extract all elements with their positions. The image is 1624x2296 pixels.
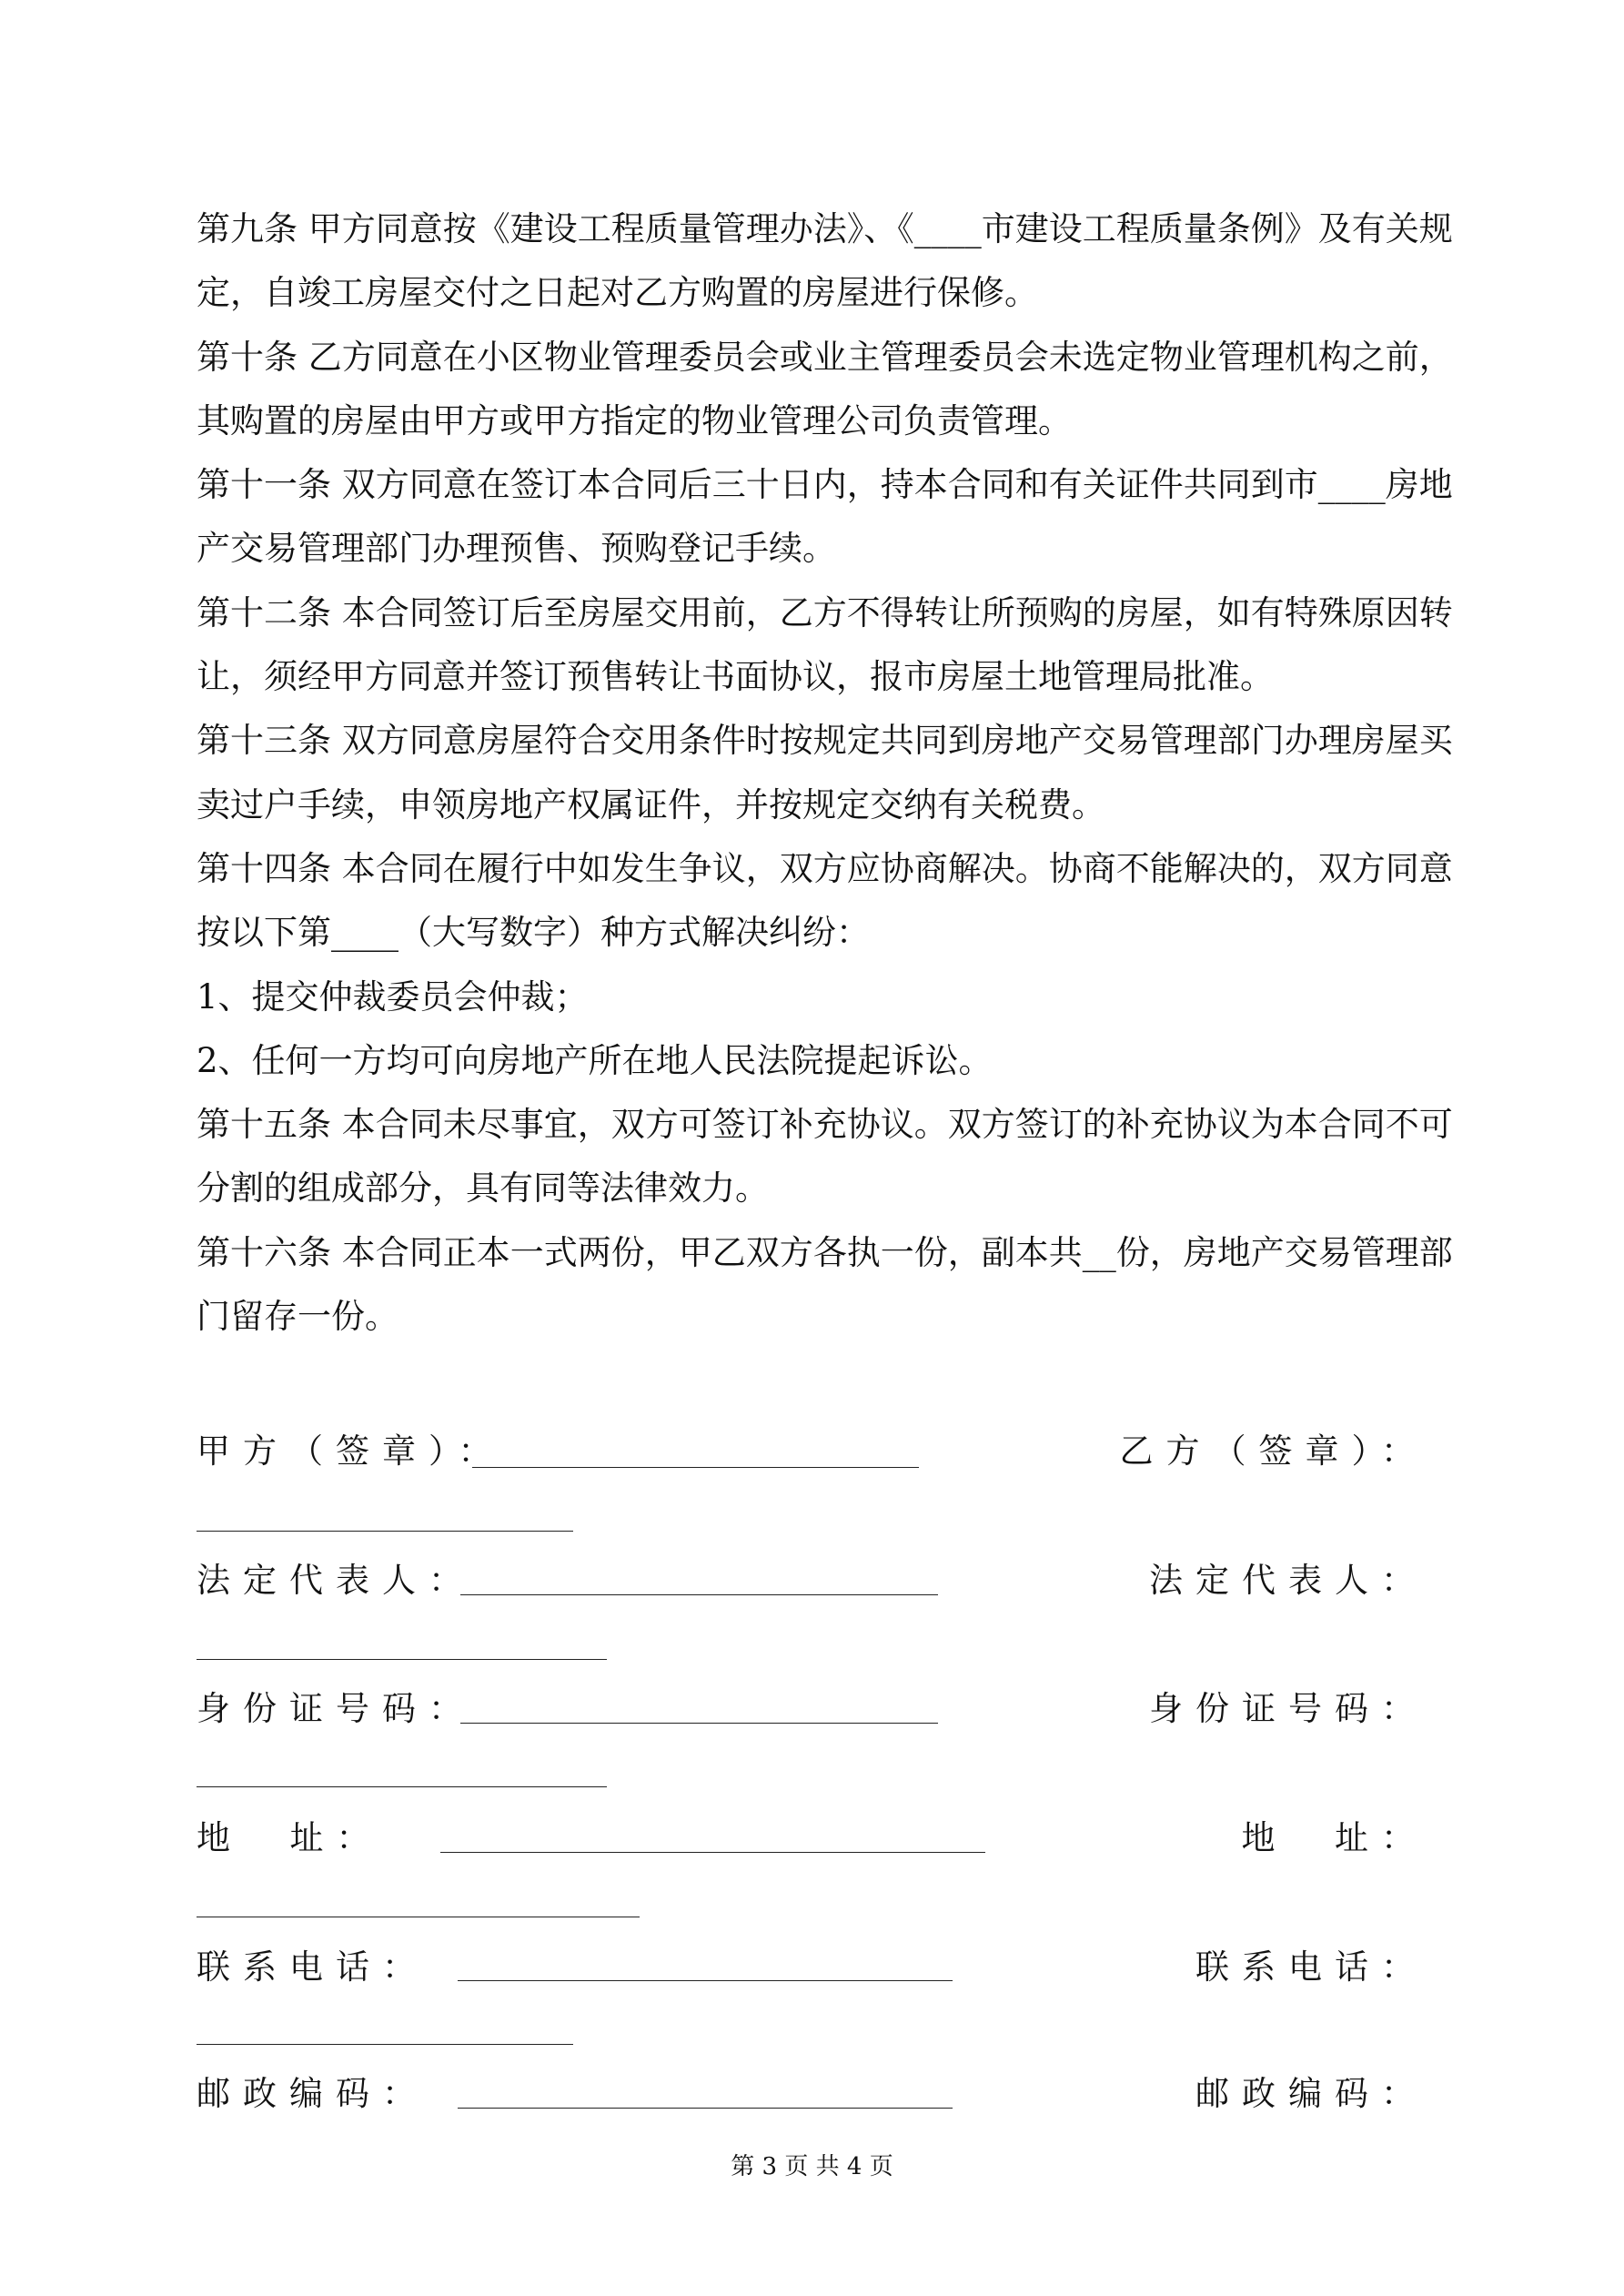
id-a-label: 身份证号码： xyxy=(197,1689,475,1728)
clause-line: 第十条 乙方同意在小区物业管理委员会或业主管理委员会未选定物业管理机构之前， xyxy=(197,337,1453,377)
clause-line: 卖过户手续，申领房地产权属证件，并按规定交纳有关税费。 xyxy=(197,784,1105,824)
clause-line: 第九条 甲方同意按《建设工程质量管理办法》、《____市建设工程质量条例》及有关规 xyxy=(197,209,1453,248)
phone-a-label: 联系电话： xyxy=(197,1947,429,1987)
id-a-line[interactable] xyxy=(460,1723,938,1724)
clause-line: 分割的组成部分，具有同等法律效力。 xyxy=(197,1168,769,1209)
clause-paragraph xyxy=(197,719,1453,847)
address-b-label: 地 址： xyxy=(1241,1818,1427,1857)
clause-paragraph xyxy=(197,1231,1453,1360)
postcode-a-line[interactable] xyxy=(458,2108,953,2109)
party-a-seal-label: 甲方（签章）： xyxy=(197,1431,505,1471)
clause-line: 第十四条 本合同在履行中如发生争议，双方应协商解决。协商不能解决的，双方同意 xyxy=(197,848,1453,888)
clause-paragraph xyxy=(197,336,1453,464)
phone-b-line[interactable] xyxy=(197,2044,573,2045)
legal-rep-a-line[interactable] xyxy=(460,1594,938,1595)
id-b-label: 身份证号码： xyxy=(1149,1689,1427,1728)
address-a-line[interactable] xyxy=(440,1852,985,1853)
clause-line: 定，自竣工房屋交付之日起对乙方购置的房屋进行保修。 xyxy=(197,273,1038,313)
clause-paragraph xyxy=(197,592,1453,720)
clause-line: 产交易管理部门办理预售、预购登记手续。 xyxy=(197,529,836,569)
clause-paragraph xyxy=(197,976,1439,1039)
legal-rep-b-line[interactable] xyxy=(197,1659,607,1660)
clause-line: 第十一条 双方同意在签订本合同后三十日内，持本合同和有关证件共同到市____房地 xyxy=(197,465,1453,505)
party-b-seal-line[interactable] xyxy=(197,1531,573,1532)
postcode-b-label: 邮政编码： xyxy=(1195,2074,1427,2113)
clause-line: 第十三条 双方同意房屋符合交用条件时按规定共同到房地产交易管理部门办理房屋买 xyxy=(197,721,1453,761)
phone-b-label: 联系电话： xyxy=(1195,1947,1427,1987)
address-a-label: 地 址： xyxy=(197,1818,383,1857)
postcode-a-label: 邮政编码： xyxy=(197,2074,429,2113)
clause-paragraph xyxy=(197,1103,1453,1231)
party-a-seal-line[interactable] xyxy=(472,1467,919,1468)
contract-body xyxy=(197,207,1453,1359)
clause-line: 门留存一份。 xyxy=(197,1297,398,1337)
clause-line: 第十五条 本合同未尽事宜，双方可签订补充协议。双方签订的补充协议为本合同不可 xyxy=(197,1105,1453,1145)
clause-line: 2、任何一方均可向房地产所在地人民法院提起诉讼。 xyxy=(197,1040,993,1080)
clause-paragraph xyxy=(197,847,1453,976)
legal-rep-b-label: 法定代表人： xyxy=(1149,1561,1427,1600)
page-footer: 第 3 页 共 4 页 xyxy=(731,2153,893,2180)
clause-line: 第十六条 本合同正本一式两份，甲乙双方各执一份，副本共__份，房地产交易管理部 xyxy=(197,1232,1453,1272)
id-b-line[interactable] xyxy=(197,1786,607,1787)
legal-rep-a-label: 法定代表人： xyxy=(197,1561,475,1600)
clause-line: 按以下第____（大写数字）种方式解决纠纷： xyxy=(197,913,870,953)
phone-a-line[interactable] xyxy=(458,1980,953,1981)
clause-paragraph xyxy=(197,463,1453,592)
clause-line: 1、提交仲裁委员会仲裁； xyxy=(197,976,589,1017)
party-b-seal-label: 乙方（签章）： xyxy=(1119,1431,1427,1471)
clause-line: 让，须经甲方同意并签订预售转让书面协议，报市房屋土地管理局批准。 xyxy=(197,657,1274,697)
clause-paragraph xyxy=(197,1039,1439,1103)
clause-line: 其购置的房屋由甲方或甲方指定的物业管理公司负责管理。 xyxy=(197,400,1072,440)
clause-paragraph xyxy=(197,207,1453,336)
clause-line: 第十二条 本合同签订后至房屋交用前，乙方不得转让所预购的房屋，如有特殊原因转 xyxy=(197,592,1453,632)
